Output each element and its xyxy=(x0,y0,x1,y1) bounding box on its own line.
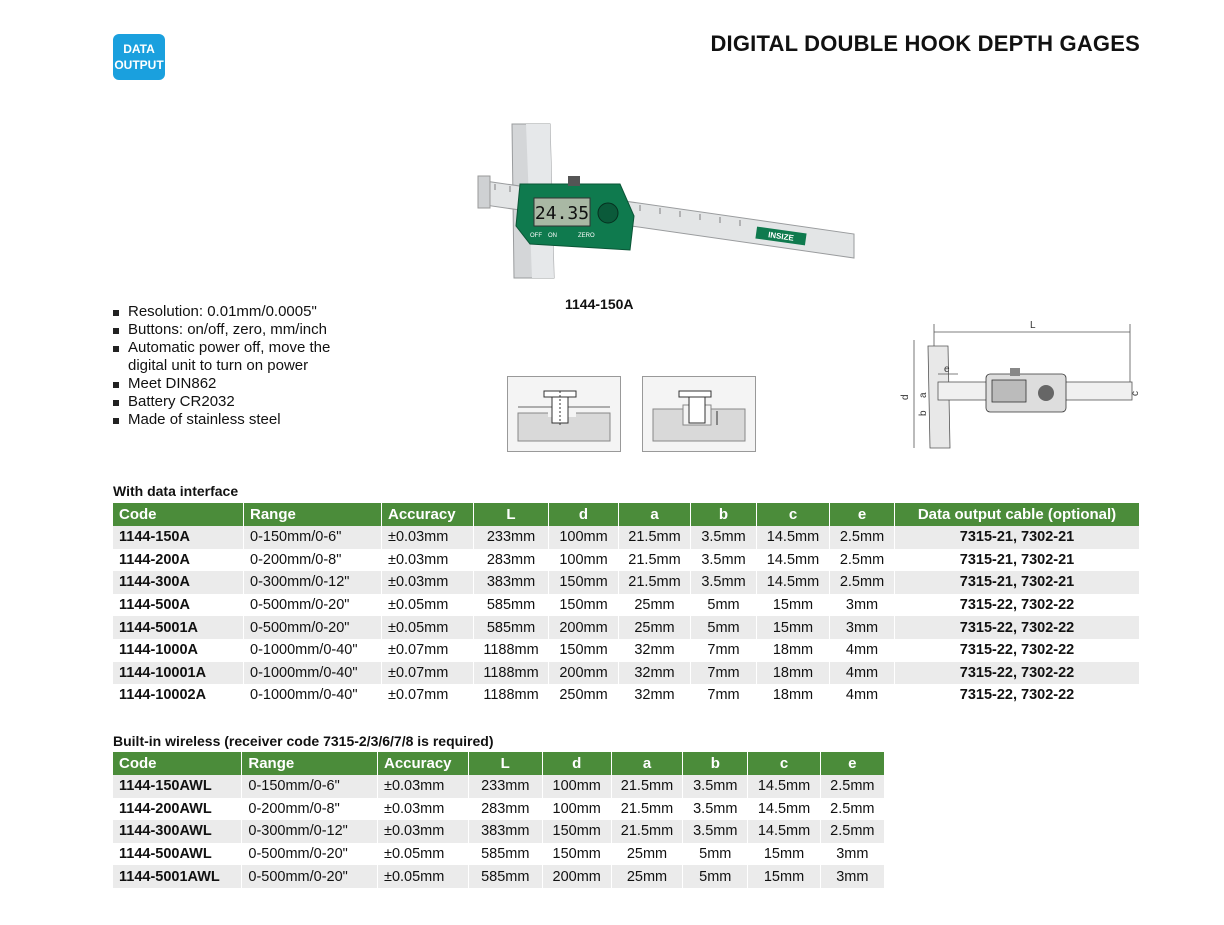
table-cell: ±0.03mm xyxy=(377,820,468,843)
table-row xyxy=(113,843,885,866)
table-cell: 1144-5001A xyxy=(113,616,244,639)
table-cell: 25mm xyxy=(611,843,682,866)
table-cell: 4mm xyxy=(830,684,895,707)
feature-item: Made of stainless steel xyxy=(113,411,330,429)
table-row xyxy=(113,684,1140,707)
table-cell: 0-1000mm/0-40" xyxy=(244,639,382,662)
dim-label-c: c xyxy=(1130,391,1141,396)
table-cell: 0-500mm/0-20" xyxy=(242,865,378,888)
table-cell: 383mm xyxy=(468,820,542,843)
table-cell: ±0.07mm xyxy=(382,684,474,707)
table-cell: 21.5mm xyxy=(619,526,691,549)
table-cell: 150mm xyxy=(542,820,611,843)
table-cell: 14.5mm xyxy=(748,820,820,843)
dim-label-b: b xyxy=(918,410,929,416)
table-cell: 3.5mm xyxy=(691,549,757,572)
table-cell: 7315-22, 7302-22 xyxy=(895,639,1140,662)
table-cell: 1144-10001A xyxy=(113,662,244,685)
column-header: L xyxy=(468,752,542,775)
column-header: L xyxy=(474,503,549,526)
table-cell: 4mm xyxy=(830,639,895,662)
table-cell: 200mm xyxy=(549,662,619,685)
table-cell: 150mm xyxy=(549,594,619,617)
feature-item: Buttons: on/off, zero, mm/inch xyxy=(113,321,330,339)
column-header: Range xyxy=(244,503,382,526)
section-label-wireless: Built-in wireless (receiver code 7315-2/3/6/7/8 is required) xyxy=(113,733,494,749)
table-cell: ±0.07mm xyxy=(382,639,474,662)
table-cell: 18mm xyxy=(757,662,830,685)
dim-label-L: L xyxy=(1030,320,1036,331)
table-cell: 15mm xyxy=(757,594,830,617)
table-cell: 25mm xyxy=(611,865,682,888)
table-cell: 250mm xyxy=(549,684,619,707)
table-cell: ±0.05mm xyxy=(377,865,468,888)
table-cell: 1144-150A xyxy=(113,526,244,549)
table-cell: ±0.03mm xyxy=(382,549,474,572)
section-label-data-interface: With data interface xyxy=(113,483,239,499)
column-header: Data output cable (optional) xyxy=(895,503,1140,526)
table-row xyxy=(113,639,1140,662)
feature-item: Battery CR2032 xyxy=(113,393,330,411)
table-cell: 150mm xyxy=(549,571,619,594)
table-cell: 0-150mm/0-6" xyxy=(242,775,378,798)
table-cell: 7315-22, 7302-22 xyxy=(895,616,1140,639)
table-cell: ±0.03mm xyxy=(377,798,468,821)
usage-illustration-1 xyxy=(507,376,621,452)
table-cell: 15mm xyxy=(757,616,830,639)
table-row xyxy=(113,820,885,843)
table-cell: 25mm xyxy=(619,594,691,617)
table-cell: 100mm xyxy=(542,798,611,821)
brand-label: INSIZE xyxy=(767,230,795,243)
table-cell: 0-200mm/0-8" xyxy=(244,549,382,572)
table-cell: 283mm xyxy=(468,798,542,821)
table-cell: 3.5mm xyxy=(691,526,757,549)
column-header: a xyxy=(619,503,691,526)
table-cell: 1144-300A xyxy=(113,571,244,594)
table-cell: 5mm xyxy=(683,865,748,888)
table-cell: 3.5mm xyxy=(683,798,748,821)
column-header: Accuracy xyxy=(382,503,474,526)
table-cell: 383mm xyxy=(474,571,549,594)
table-cell: 14.5mm xyxy=(757,549,830,572)
table-cell: 283mm xyxy=(474,549,549,572)
table-cell: 1144-300AWL xyxy=(113,820,242,843)
table-cell: 1144-150AWL xyxy=(113,775,242,798)
feature-list xyxy=(113,303,330,429)
table-cell: 14.5mm xyxy=(757,571,830,594)
column-header: d xyxy=(549,503,619,526)
table-cell: 32mm xyxy=(619,639,691,662)
table-row xyxy=(113,775,885,798)
table-cell: 7mm xyxy=(691,639,757,662)
table-cell: 7mm xyxy=(691,684,757,707)
table-cell: 7315-21, 7302-21 xyxy=(895,526,1140,549)
table-cell: 2.5mm xyxy=(820,775,884,798)
table-cell: 7315-21, 7302-21 xyxy=(895,549,1140,572)
table-cell: 0-300mm/0-12" xyxy=(242,820,378,843)
table-row xyxy=(113,549,1140,572)
table-cell: 1144-500A xyxy=(113,594,244,617)
table-cell: 21.5mm xyxy=(611,775,682,798)
table-cell: 2.5mm xyxy=(830,549,895,572)
depth-gage-image xyxy=(470,118,860,290)
table-row xyxy=(113,662,1140,685)
table-cell: 100mm xyxy=(549,549,619,572)
table-cell: 3mm xyxy=(830,594,895,617)
table-cell: 150mm xyxy=(542,843,611,866)
table-cell: 585mm xyxy=(468,865,542,888)
dim-label-e: e xyxy=(944,364,950,375)
table-cell: 1144-500AWL xyxy=(113,843,242,866)
column-header: c xyxy=(757,503,830,526)
spec-table-data-interface xyxy=(113,503,1140,707)
table-cell: 1188mm xyxy=(474,639,549,662)
table-cell: 1188mm xyxy=(474,662,549,685)
dimension-diagram xyxy=(898,318,1144,458)
table-cell: 200mm xyxy=(549,616,619,639)
column-header: Accuracy xyxy=(377,752,468,775)
table-cell: 150mm xyxy=(549,639,619,662)
table-cell: 1144-200A xyxy=(113,549,244,572)
table-row xyxy=(113,594,1140,617)
table-row xyxy=(113,865,885,888)
table-cell: 21.5mm xyxy=(611,798,682,821)
table-cell: 3mm xyxy=(820,843,884,866)
feature-item: Resolution: 0.01mm/0.0005" xyxy=(113,303,330,321)
table-cell: ±0.03mm xyxy=(382,571,474,594)
table-cell: ±0.05mm xyxy=(382,594,474,617)
page-title: DIGITAL DOUBLE HOOK DEPTH GAGES xyxy=(710,31,1140,56)
table-cell: 7315-22, 7302-22 xyxy=(895,684,1140,707)
column-header: d xyxy=(542,752,611,775)
spec-table-wireless xyxy=(113,752,885,888)
dim-label-a: a xyxy=(918,392,929,398)
table-cell: 21.5mm xyxy=(611,820,682,843)
model-caption: 1144-150A xyxy=(565,296,634,312)
table-row xyxy=(113,571,1140,594)
column-header: b xyxy=(691,503,757,526)
table-cell: 0-200mm/0-8" xyxy=(242,798,378,821)
table-cell: 100mm xyxy=(549,526,619,549)
table-cell: 2.5mm xyxy=(820,820,884,843)
table-cell: 7315-22, 7302-22 xyxy=(895,594,1140,617)
column-header: Range xyxy=(242,752,378,775)
column-header: b xyxy=(683,752,748,775)
svg-text:OFF: OFF xyxy=(530,233,542,239)
table-cell: ±0.05mm xyxy=(377,843,468,866)
table-cell: 2.5mm xyxy=(830,526,895,549)
table-cell: 1144-200AWL xyxy=(113,798,242,821)
table-cell: ±0.05mm xyxy=(382,616,474,639)
column-header: Code xyxy=(113,503,244,526)
table-cell: 200mm xyxy=(542,865,611,888)
table-cell: 1144-5001AWL xyxy=(113,865,242,888)
table-cell: 14.5mm xyxy=(757,526,830,549)
table-cell: 18mm xyxy=(757,684,830,707)
table-cell: 5mm xyxy=(691,594,757,617)
table-cell: 7mm xyxy=(691,662,757,685)
table-cell: ±0.03mm xyxy=(377,775,468,798)
badge-line-1: DATA xyxy=(123,42,155,56)
table-cell: 3mm xyxy=(820,865,884,888)
table-cell: 14.5mm xyxy=(748,775,820,798)
column-header: e xyxy=(820,752,884,775)
column-header: e xyxy=(830,503,895,526)
column-header: Code xyxy=(113,752,242,775)
table-cell: ±0.07mm xyxy=(382,662,474,685)
table-cell: 3.5mm xyxy=(683,820,748,843)
table-cell: 585mm xyxy=(474,594,549,617)
table-cell: ±0.03mm xyxy=(382,526,474,549)
table-cell: 233mm xyxy=(474,526,549,549)
feature-item: Automatic power off, move the xyxy=(113,339,330,357)
table-cell: 25mm xyxy=(619,616,691,639)
table-cell: 5mm xyxy=(691,616,757,639)
table-cell: 0-150mm/0-6" xyxy=(244,526,382,549)
usage-illustration-2 xyxy=(642,376,756,452)
table-row xyxy=(113,616,1140,639)
table-cell: 18mm xyxy=(757,639,830,662)
table-cell: 0-500mm/0-20" xyxy=(242,843,378,866)
table-cell: 0-500mm/0-20" xyxy=(244,616,382,639)
table-cell: 32mm xyxy=(619,684,691,707)
table-cell: 1144-10002A xyxy=(113,684,244,707)
table-cell: 7315-22, 7302-22 xyxy=(895,662,1140,685)
table-row xyxy=(113,798,885,821)
table-cell: 4mm xyxy=(830,662,895,685)
lcd-reading: 24.35 xyxy=(534,203,590,224)
dim-label-d: d xyxy=(900,394,911,400)
table-cell: 5mm xyxy=(683,843,748,866)
table-cell: 1188mm xyxy=(474,684,549,707)
svg-text:ON: ON xyxy=(548,233,557,239)
table-cell: 1144-1000A xyxy=(113,639,244,662)
table-cell: 2.5mm xyxy=(830,571,895,594)
table-cell: 21.5mm xyxy=(619,549,691,572)
column-header: c xyxy=(748,752,820,775)
table-cell: 3mm xyxy=(830,616,895,639)
data-output-badge xyxy=(113,34,165,80)
table-cell: 233mm xyxy=(468,775,542,798)
table-cell: 100mm xyxy=(542,775,611,798)
table-cell: 32mm xyxy=(619,662,691,685)
table-cell: 21.5mm xyxy=(619,571,691,594)
badge-line-2: OUTPUT xyxy=(114,58,164,72)
table-cell: 0-1000mm/0-40" xyxy=(244,662,382,685)
table-cell: 3.5mm xyxy=(691,571,757,594)
table-cell: 3.5mm xyxy=(683,775,748,798)
table-cell: 0-500mm/0-20" xyxy=(244,594,382,617)
table-cell: 15mm xyxy=(748,865,820,888)
table-row xyxy=(113,526,1140,549)
column-header: a xyxy=(611,752,682,775)
table-cell: 585mm xyxy=(468,843,542,866)
feature-item: Meet DIN862 xyxy=(113,375,330,393)
svg-text:ZERO: ZERO xyxy=(578,233,595,239)
table-cell: 14.5mm xyxy=(748,798,820,821)
table-cell: 2.5mm xyxy=(820,798,884,821)
table-cell: 0-1000mm/0-40" xyxy=(244,684,382,707)
table-cell: 7315-21, 7302-21 xyxy=(895,571,1140,594)
table-cell: 585mm xyxy=(474,616,549,639)
feature-item-continuation: digital unit to turn on power xyxy=(128,357,309,374)
table-cell: 0-300mm/0-12" xyxy=(244,571,382,594)
table-cell: 15mm xyxy=(748,843,820,866)
